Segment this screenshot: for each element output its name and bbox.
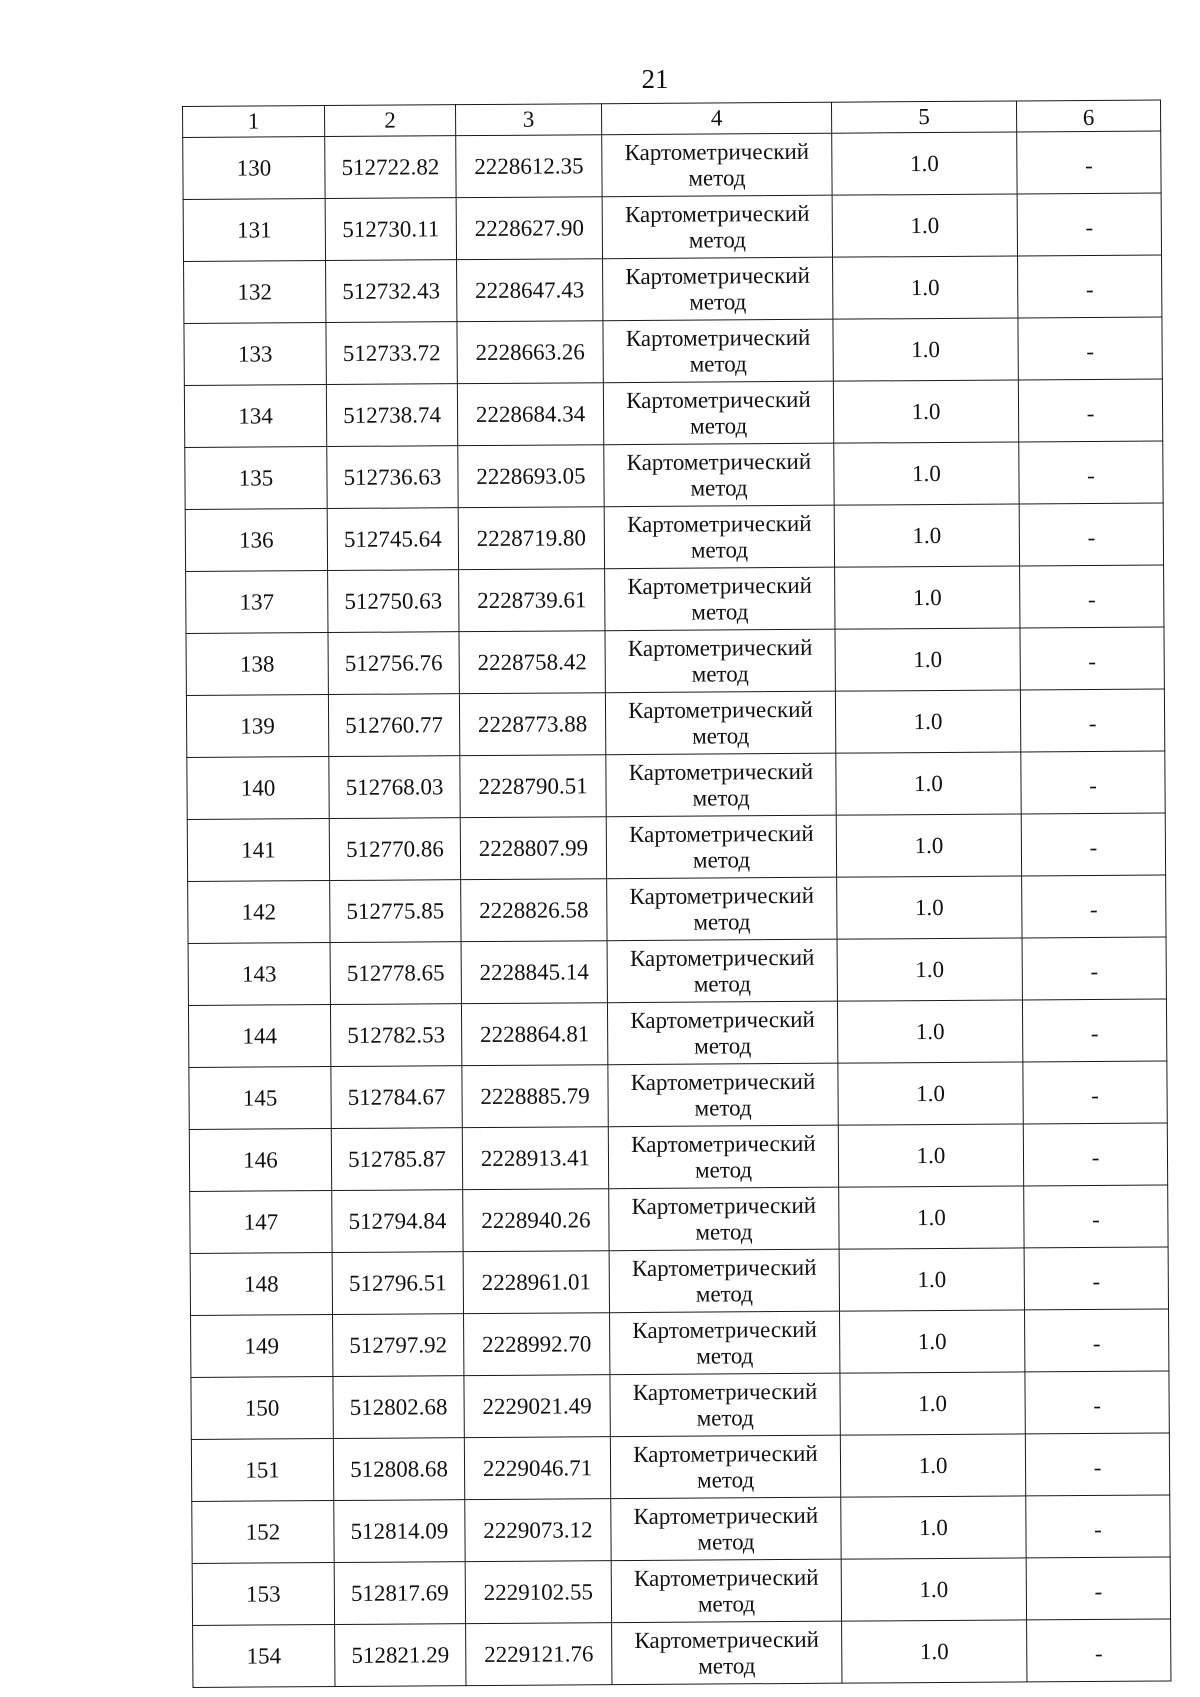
method-line-2: метод bbox=[694, 1156, 753, 1183]
x-coordinate-cell: 512732.43 bbox=[326, 260, 457, 323]
x-coordinate-cell: 512775.85 bbox=[330, 880, 461, 943]
point-number-cell: 130 bbox=[183, 137, 325, 200]
note-cell: - bbox=[1025, 1309, 1169, 1372]
method-text bbox=[608, 1068, 837, 1122]
method-text bbox=[603, 262, 832, 316]
point-number-cell: 142 bbox=[188, 881, 330, 944]
note-cell: - bbox=[1019, 441, 1163, 504]
accuracy-cell: 1.0 bbox=[837, 938, 1022, 1001]
point-number-cell: 138 bbox=[186, 633, 328, 696]
point-number-cell: 140 bbox=[187, 757, 329, 820]
method-cell bbox=[608, 1125, 838, 1189]
method-cell bbox=[611, 1497, 841, 1561]
accuracy-cell: 1.0 bbox=[833, 256, 1018, 319]
method-cell bbox=[605, 567, 835, 631]
y-coordinate-cell: 2228719.80 bbox=[458, 507, 604, 570]
point-number-cell: 131 bbox=[183, 199, 325, 262]
table-row bbox=[188, 999, 1166, 1067]
method-cell bbox=[608, 1063, 838, 1127]
method-cell bbox=[603, 257, 833, 321]
column-header-4: 4 bbox=[601, 102, 831, 135]
method-cell bbox=[612, 1621, 842, 1685]
column-header-5: 5 bbox=[831, 101, 1016, 133]
accuracy-cell: 1.0 bbox=[840, 1372, 1025, 1435]
x-coordinate-cell: 512814.09 bbox=[334, 1500, 465, 1563]
y-coordinate-cell: 2228940.26 bbox=[463, 1189, 609, 1252]
document-sheet bbox=[182, 100, 1171, 1688]
table-row bbox=[188, 937, 1166, 1005]
x-coordinate-cell: 512782.53 bbox=[330, 1004, 461, 1067]
table-row bbox=[186, 565, 1164, 633]
x-coordinate-cell: 512730.11 bbox=[325, 198, 456, 261]
column-header-2: 2 bbox=[325, 105, 456, 137]
method-line-1: Картометрический bbox=[631, 1254, 817, 1281]
accuracy-cell: 1.0 bbox=[835, 628, 1020, 691]
x-coordinate-cell: 512817.69 bbox=[334, 1562, 465, 1625]
point-number-cell: 144 bbox=[188, 1005, 330, 1068]
method-line-1: Картометрический bbox=[627, 572, 813, 599]
y-coordinate-cell: 2228913.41 bbox=[462, 1127, 608, 1190]
accuracy-cell: 1.0 bbox=[837, 876, 1022, 939]
method-cell bbox=[603, 319, 833, 383]
table-row bbox=[185, 503, 1163, 571]
method-cell bbox=[604, 505, 834, 569]
table-row bbox=[189, 1123, 1167, 1191]
table-row bbox=[184, 379, 1162, 447]
method-line-2: метод bbox=[691, 660, 749, 687]
method-cell bbox=[610, 1373, 840, 1437]
note-cell: - bbox=[1025, 1371, 1169, 1434]
x-coordinate-cell: 512736.63 bbox=[327, 446, 458, 509]
accuracy-cell: 1.0 bbox=[840, 1310, 1025, 1373]
y-coordinate-cell: 2228826.58 bbox=[461, 879, 607, 942]
accuracy-cell: 1.0 bbox=[835, 690, 1020, 753]
x-coordinate-cell: 512745.64 bbox=[327, 508, 458, 571]
point-number-cell: 153 bbox=[192, 1563, 334, 1626]
method-cell bbox=[606, 815, 836, 879]
y-coordinate-cell: 2228961.01 bbox=[463, 1251, 609, 1314]
y-coordinate-cell: 2229121.76 bbox=[466, 1623, 612, 1686]
method-line-2: метод bbox=[692, 846, 751, 873]
method-line-2: метод bbox=[695, 1218, 753, 1245]
x-coordinate-cell: 512794.84 bbox=[332, 1190, 463, 1253]
table-row bbox=[191, 1433, 1169, 1501]
method-cell bbox=[609, 1187, 839, 1251]
table-row bbox=[187, 751, 1165, 819]
accuracy-cell: 1.0 bbox=[836, 752, 1021, 815]
point-number-cell: 149 bbox=[191, 1315, 333, 1378]
y-coordinate-cell: 2229073.12 bbox=[465, 1499, 611, 1562]
note-cell: - bbox=[1018, 255, 1162, 318]
x-coordinate-cell: 512785.87 bbox=[331, 1128, 462, 1191]
method-text bbox=[612, 1564, 841, 1618]
accuracy-cell: 1.0 bbox=[838, 1124, 1023, 1187]
point-number-cell: 133 bbox=[184, 323, 326, 386]
accuracy-cell: 1.0 bbox=[839, 1248, 1024, 1311]
table-row bbox=[187, 813, 1165, 881]
x-coordinate-cell: 512808.68 bbox=[333, 1438, 464, 1501]
accuracy-cell: 1.0 bbox=[838, 1062, 1023, 1125]
method-line-1: Картометрический bbox=[628, 758, 814, 785]
method-text bbox=[603, 200, 832, 254]
method-line-2: метод bbox=[695, 1280, 754, 1307]
y-coordinate-cell: 2228684.34 bbox=[457, 383, 603, 446]
y-coordinate-cell: 2228647.43 bbox=[457, 259, 603, 322]
note-cell: - bbox=[1018, 379, 1162, 442]
point-number-cell: 135 bbox=[185, 447, 327, 510]
method-line-2: метод bbox=[694, 1032, 752, 1059]
x-coordinate-cell: 512768.03 bbox=[329, 756, 460, 819]
note-cell: - bbox=[1018, 317, 1162, 380]
method-cell bbox=[602, 195, 832, 259]
y-coordinate-cell: 2229046.71 bbox=[464, 1437, 610, 1500]
method-line-1: Картометрический bbox=[633, 1564, 819, 1591]
note-cell: - bbox=[1023, 1061, 1167, 1124]
note-cell: - bbox=[1023, 1123, 1167, 1186]
method-text bbox=[604, 448, 833, 502]
method-text bbox=[607, 882, 836, 936]
method-line-2: метод bbox=[688, 164, 746, 191]
note-cell: - bbox=[1026, 1557, 1170, 1620]
x-coordinate-cell: 512796.51 bbox=[332, 1252, 463, 1315]
method-cell bbox=[605, 629, 835, 693]
note-cell: - bbox=[1027, 1619, 1171, 1682]
table-row bbox=[189, 1061, 1167, 1129]
y-coordinate-cell: 2228864.81 bbox=[461, 1003, 607, 1066]
method-text bbox=[611, 1440, 840, 1494]
x-coordinate-cell: 512778.65 bbox=[330, 942, 461, 1005]
accuracy-cell: 1.0 bbox=[842, 1620, 1027, 1683]
point-number-cell: 148 bbox=[190, 1253, 332, 1316]
note-cell: - bbox=[1024, 1185, 1168, 1248]
x-coordinate-cell: 512756.76 bbox=[328, 632, 459, 695]
method-line-2: метод bbox=[697, 1590, 756, 1617]
column-header-1: 1 bbox=[183, 106, 325, 138]
y-coordinate-cell: 2228693.05 bbox=[458, 445, 604, 508]
method-cell bbox=[607, 877, 837, 941]
method-line-1: Картометрический bbox=[631, 1130, 816, 1157]
point-number-cell: 137 bbox=[186, 571, 328, 634]
method-line-1: Картометрический bbox=[633, 1502, 819, 1529]
accuracy-cell: 1.0 bbox=[841, 1496, 1026, 1559]
y-coordinate-cell: 2228790.51 bbox=[460, 755, 606, 818]
method-line-1: Картометрический bbox=[629, 882, 815, 909]
table-row bbox=[188, 875, 1166, 943]
table-row bbox=[191, 1309, 1169, 1377]
note-cell: - bbox=[1020, 689, 1164, 752]
method-line-2: метод bbox=[693, 908, 751, 935]
method-line-2: метод bbox=[697, 1466, 755, 1493]
method-line-1: Картометрический bbox=[632, 1378, 818, 1405]
method-line-2: метод bbox=[690, 536, 749, 563]
method-cell bbox=[602, 133, 832, 197]
column-header-3: 3 bbox=[455, 104, 601, 136]
note-cell: - bbox=[1019, 503, 1163, 566]
column-header-6: 6 bbox=[1016, 100, 1160, 132]
note-cell: - bbox=[1022, 875, 1166, 938]
method-line-1: Картометрический bbox=[627, 634, 813, 661]
point-number-cell: 152 bbox=[192, 1501, 334, 1564]
method-text bbox=[611, 1502, 840, 1556]
method-cell bbox=[607, 939, 837, 1003]
table-body bbox=[183, 131, 1171, 1687]
y-coordinate-cell: 2228885.79 bbox=[462, 1065, 608, 1128]
method-line-1: Картометрический bbox=[625, 324, 811, 351]
method-cell bbox=[610, 1435, 840, 1499]
accuracy-cell: 1.0 bbox=[834, 442, 1019, 505]
method-line-2: метод bbox=[693, 970, 751, 997]
accuracy-cell: 1.0 bbox=[841, 1558, 1026, 1621]
accuracy-cell: 1.0 bbox=[833, 380, 1018, 443]
table-row bbox=[191, 1371, 1169, 1439]
method-line-1: Картометрический bbox=[625, 262, 810, 289]
table-row bbox=[192, 1495, 1170, 1563]
note-cell: - bbox=[1026, 1495, 1170, 1558]
table-row bbox=[183, 193, 1161, 261]
y-coordinate-cell: 2228739.61 bbox=[459, 569, 605, 632]
method-text bbox=[610, 1254, 839, 1308]
y-coordinate-cell: 2228663.26 bbox=[457, 321, 603, 384]
method-text bbox=[610, 1316, 839, 1370]
method-cell bbox=[609, 1249, 839, 1313]
y-coordinate-cell: 2229021.49 bbox=[464, 1375, 610, 1438]
method-line-2: метод bbox=[690, 412, 748, 439]
accuracy-cell: 1.0 bbox=[839, 1186, 1024, 1249]
method-line-1: Картометрический bbox=[630, 1006, 815, 1033]
point-number-cell: 147 bbox=[190, 1191, 332, 1254]
coordinates-table bbox=[182, 100, 1171, 1688]
point-number-cell: 136 bbox=[185, 509, 327, 572]
method-text bbox=[608, 1006, 837, 1060]
y-coordinate-cell: 2228627.90 bbox=[456, 197, 602, 260]
method-cell bbox=[610, 1311, 840, 1375]
y-coordinate-cell: 2228773.88 bbox=[459, 693, 605, 756]
x-coordinate-cell: 512770.86 bbox=[329, 818, 460, 881]
note-cell: - bbox=[1020, 565, 1164, 628]
method-line-1: Картометрический bbox=[628, 696, 813, 723]
method-line-1: Картометрический bbox=[624, 200, 810, 227]
method-line-2: метод bbox=[692, 784, 750, 811]
note-cell: - bbox=[1022, 937, 1166, 1000]
table-row bbox=[186, 689, 1164, 757]
accuracy-cell: 1.0 bbox=[840, 1434, 1025, 1497]
y-coordinate-cell: 2229102.55 bbox=[465, 1561, 611, 1624]
method-line-1: Картометрический bbox=[634, 1626, 820, 1653]
note-cell: - bbox=[1017, 193, 1161, 256]
method-cell bbox=[603, 381, 833, 445]
x-coordinate-cell: 512784.67 bbox=[331, 1066, 462, 1129]
method-line-1: Картометрический bbox=[631, 1192, 817, 1219]
note-cell: - bbox=[1021, 813, 1165, 876]
accuracy-cell: 1.0 bbox=[833, 318, 1018, 381]
table-row bbox=[190, 1247, 1168, 1315]
method-line-2: метод bbox=[691, 598, 749, 625]
point-number-cell: 143 bbox=[188, 943, 330, 1006]
table-row bbox=[192, 1557, 1170, 1625]
accuracy-cell: 1.0 bbox=[837, 1000, 1022, 1063]
note-cell: - bbox=[1022, 999, 1166, 1062]
point-number-cell: 134 bbox=[184, 385, 326, 448]
method-text bbox=[606, 696, 835, 750]
point-number-cell: 139 bbox=[186, 695, 328, 758]
x-coordinate-cell: 512722.82 bbox=[325, 136, 456, 199]
note-cell: - bbox=[1024, 1247, 1168, 1310]
point-number-cell: 132 bbox=[184, 261, 326, 324]
method-line-1: Картометрический bbox=[626, 448, 812, 475]
note-cell: - bbox=[1025, 1433, 1169, 1496]
method-line-1: Картометрический bbox=[626, 386, 811, 413]
method-cell bbox=[611, 1559, 841, 1623]
method-line-1: Картометрический bbox=[629, 944, 815, 971]
x-coordinate-cell: 512750.63 bbox=[328, 570, 459, 633]
y-coordinate-cell: 2228845.14 bbox=[461, 941, 607, 1004]
x-coordinate-cell: 512738.74 bbox=[326, 384, 457, 447]
method-text bbox=[605, 572, 834, 626]
method-cell bbox=[604, 443, 834, 507]
method-line-2: метод bbox=[692, 722, 750, 749]
note-cell: - bbox=[1021, 751, 1165, 814]
method-line-2: метод bbox=[690, 474, 748, 501]
point-number-cell: 151 bbox=[191, 1439, 333, 1502]
method-line-1: Картометрический bbox=[626, 510, 812, 537]
method-line-2: метод bbox=[694, 1094, 752, 1121]
accuracy-cell: 1.0 bbox=[835, 566, 1020, 629]
method-text bbox=[606, 634, 835, 688]
x-coordinate-cell: 512797.92 bbox=[333, 1314, 464, 1377]
method-text bbox=[605, 510, 834, 564]
accuracy-cell: 1.0 bbox=[832, 132, 1017, 195]
accuracy-cell: 1.0 bbox=[832, 194, 1017, 257]
accuracy-cell: 1.0 bbox=[834, 504, 1019, 567]
method-line-1: Картометрический bbox=[630, 1068, 816, 1095]
method-text bbox=[609, 1192, 838, 1246]
method-line-1: Картометрический bbox=[628, 820, 814, 847]
method-text bbox=[609, 1130, 838, 1184]
y-coordinate-cell: 2228758.42 bbox=[459, 631, 605, 694]
point-number-cell: 145 bbox=[189, 1067, 331, 1130]
table-row bbox=[193, 1619, 1171, 1687]
method-text bbox=[607, 820, 836, 874]
method-line-2: метод bbox=[696, 1404, 754, 1431]
table-row bbox=[190, 1185, 1168, 1253]
method-line-2: метод bbox=[698, 1652, 756, 1679]
note-cell: - bbox=[1020, 627, 1164, 690]
method-line-1: Картометрический bbox=[624, 138, 810, 165]
method-line-2: метод bbox=[688, 226, 747, 253]
y-coordinate-cell: 2228807.99 bbox=[460, 817, 606, 880]
method-line-1: Картометрический bbox=[632, 1316, 817, 1343]
method-line-2: метод bbox=[697, 1528, 755, 1555]
method-text bbox=[603, 324, 832, 378]
table-row bbox=[184, 317, 1162, 385]
x-coordinate-cell: 512760.77 bbox=[328, 694, 459, 757]
method-text bbox=[608, 944, 837, 998]
method-text bbox=[606, 758, 835, 812]
method-cell bbox=[605, 691, 835, 755]
point-number-cell: 141 bbox=[187, 819, 329, 882]
method-line-2: метод bbox=[689, 350, 747, 377]
x-coordinate-cell: 512821.29 bbox=[335, 1624, 466, 1687]
point-number-cell: 146 bbox=[189, 1129, 331, 1192]
page-number: 21 bbox=[641, 64, 669, 94]
x-coordinate-cell: 512733.72 bbox=[326, 322, 457, 385]
point-number-cell: 150 bbox=[191, 1377, 333, 1440]
y-coordinate-cell: 2228612.35 bbox=[456, 135, 602, 198]
method-text bbox=[604, 386, 833, 440]
table-row bbox=[183, 131, 1161, 199]
method-cell bbox=[607, 1001, 837, 1065]
method-cell bbox=[606, 753, 836, 817]
y-coordinate-cell: 2228992.70 bbox=[464, 1313, 610, 1376]
method-text bbox=[612, 1626, 841, 1680]
method-line-2: метод bbox=[696, 1342, 754, 1369]
table-row bbox=[186, 627, 1164, 695]
x-coordinate-cell: 512802.68 bbox=[333, 1376, 464, 1439]
note-cell: - bbox=[1017, 131, 1161, 194]
method-text bbox=[602, 138, 831, 192]
accuracy-cell: 1.0 bbox=[836, 814, 1021, 877]
method-text bbox=[610, 1378, 839, 1432]
point-number-cell: 154 bbox=[193, 1625, 335, 1688]
method-line-2: метод bbox=[689, 288, 747, 315]
method-line-1: Картометрический bbox=[633, 1440, 818, 1467]
table-row bbox=[184, 255, 1162, 323]
table-row bbox=[185, 441, 1163, 509]
